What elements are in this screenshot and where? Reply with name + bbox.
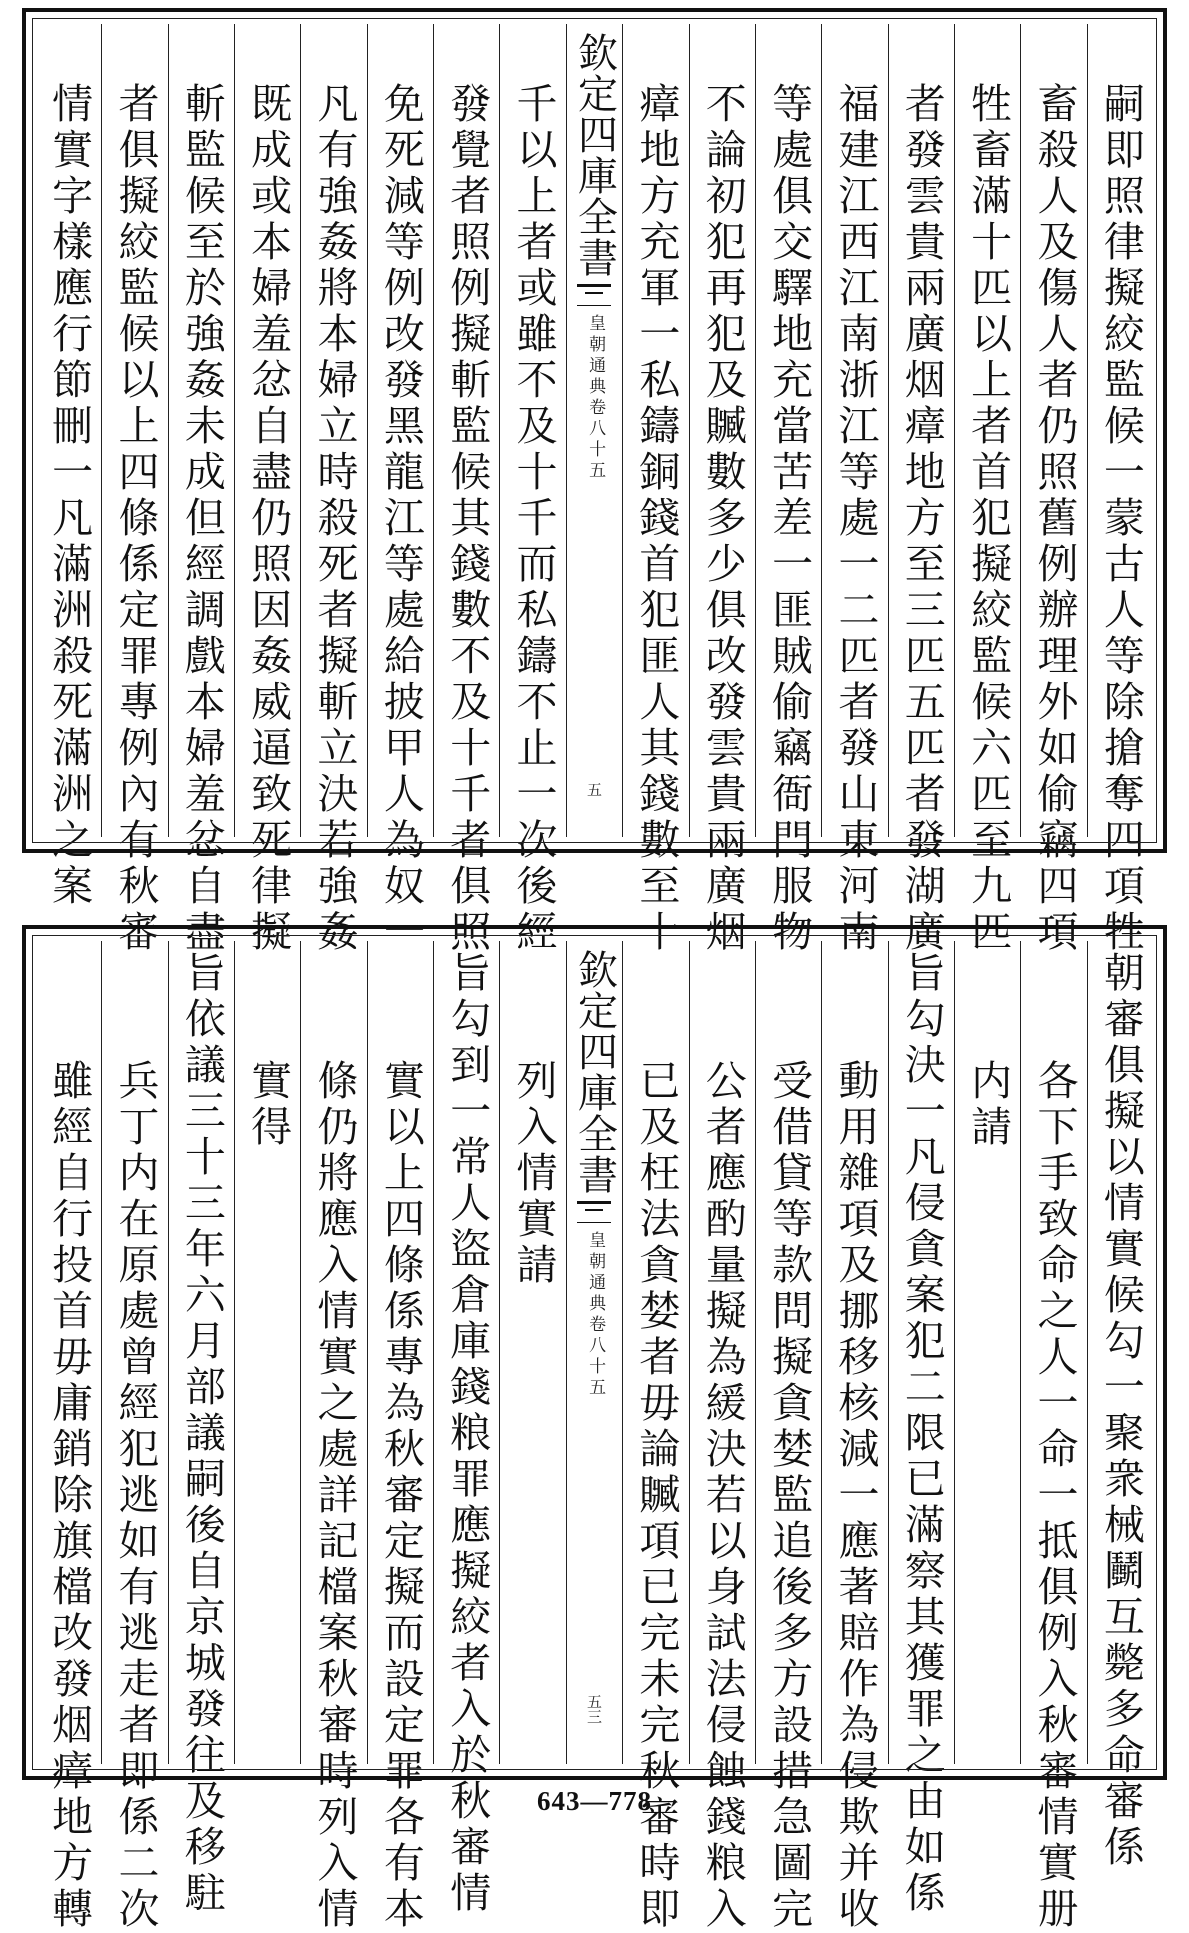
column-text: 動用雜項及挪移核減一應著賠作為侵欺并收 (831, 1059, 880, 1933)
text-column (888, 24, 954, 956)
column-text: 既成或本婦羞忿自盡仍照因姦威逼致死律擬 (244, 82, 293, 956)
column-text: 實以上四條係專為秋審定擬而設定罪各有本 (376, 1059, 425, 1933)
text-column (433, 941, 499, 1917)
column-text: 已及枉法貪婪者毋論贓項已完未完秋審時即 (632, 1059, 681, 1933)
text-column (367, 941, 433, 1933)
column-text: 旨勾到一常人盜倉庫錢粮罪應擬絞者入於秋審情 (443, 951, 492, 1917)
text-column (300, 941, 366, 1933)
upper-page-columns (36, 24, 1153, 956)
text-column (1020, 941, 1086, 1933)
text-column (36, 24, 101, 910)
text-column (821, 24, 887, 956)
text-column (168, 941, 234, 1917)
text-column (234, 941, 300, 1764)
center-gutter (566, 941, 623, 1764)
text-column (888, 941, 954, 1917)
fish-tail-mark (577, 284, 611, 306)
text-column (1020, 24, 1086, 956)
gutter-volume: 卷八十五 (585, 1315, 606, 1399)
text-column (755, 941, 821, 1933)
text-column (499, 941, 565, 1764)
text-column (36, 941, 101, 1933)
text-column (689, 24, 755, 956)
gutter-title: 欽定四庫全書 (571, 32, 618, 278)
column-text: 等處俱交驛地充當苦差一匪賊偷竊衙門服物 (765, 82, 814, 956)
text-column (300, 24, 366, 956)
fish-tail-mark (577, 1201, 611, 1223)
text-column (821, 941, 887, 1933)
upper-page (22, 8, 1167, 956)
column-text: 列入情實請 (509, 1059, 558, 1289)
text-column (954, 941, 1020, 1764)
column-text: 公者應酌量擬為緩決若以身試法侵蝕錢粮入 (698, 1059, 747, 1933)
column-text: 受借貸等款問擬貪婪監追後多方設措急圖完 (765, 1059, 814, 1933)
column-text: 實得 (244, 1059, 293, 1151)
column-text: 免死減等例改發黑龍江等處給披甲人為奴一 (376, 82, 425, 956)
column-text: 旨勾決一凡侵貪案犯二限已滿察其獲罪之由如係 (897, 951, 946, 1917)
gutter-leaf-number: 五三 (584, 1694, 603, 1724)
center-gutter (566, 24, 623, 837)
gutter-leaf-number: 五 (584, 782, 603, 797)
gutter-book-title: 皇朝通典 (585, 314, 606, 398)
text-column (101, 941, 167, 1933)
text-column (1087, 24, 1153, 956)
text-column (433, 24, 499, 956)
gutter-book-title: 皇朝通典 (585, 1231, 606, 1315)
column-text: 千以上者或雖不及十千而私鑄不止一次後經 (509, 82, 558, 956)
text-column (499, 24, 565, 956)
column-text: 條仍將應入情實之處詳記檔案秋審時列入情 (310, 1059, 359, 1933)
column-text: 者發雲貴兩廣烟瘴地方至三匹五匹者發湖廣 (897, 82, 946, 956)
column-text: 凡有強姦將本婦立時殺死者擬斬立決若強姦 (310, 82, 359, 956)
column-text: 斬監候至於強姦未成但經調戲本婦羞忿自盡 (177, 82, 226, 956)
text-column (622, 941, 688, 1933)
text-column (234, 24, 300, 956)
text-column (954, 24, 1020, 956)
gutter-title: 欽定四庫全書 (571, 949, 618, 1195)
column-text: 瘴地方充軍一私鑄銅錢首犯匪人其錢數至十 (632, 82, 681, 956)
text-column (622, 24, 688, 956)
text-column (689, 941, 755, 1933)
text-column (101, 24, 167, 956)
column-text: 各下手致命之人一命一抵俱例入秋審情實册 (1030, 1059, 1079, 1933)
column-text: 兵丁内在原處曾經犯逃如有逃走者即係二次 (111, 1059, 160, 1933)
text-column (755, 24, 821, 956)
column-text: 雖經自行投首毋庸銷除旗檔改發烟瘴地方轉 (45, 1059, 94, 1933)
column-text: 旨依議三十三年六月部議嗣後自京城發往及移駐 (177, 951, 226, 1917)
column-text: 福建江西江南浙江等處一二匹者發山東河南 (831, 82, 880, 956)
column-text: 朝審俱擬以情實候勾一聚衆械鬭互斃多命審係 (1096, 951, 1145, 1871)
text-column (367, 24, 433, 956)
column-text: 内請 (964, 1059, 1013, 1151)
column-text: 嗣即照律擬絞監候一蒙古人等除搶奪四項牲 (1096, 82, 1145, 956)
text-column (168, 24, 234, 956)
column-text: 畜殺人及傷人者仍照舊例辦理外如偷竊四項 (1030, 82, 1079, 956)
page-number: 643—778 (537, 1786, 652, 1816)
text-column (1087, 941, 1153, 1871)
column-text: 不論初犯再犯及贓數多少俱改發雲貴兩廣烟 (698, 82, 747, 956)
column-text: 情實字樣應行節刪一凡滿洲殺死滿洲之案 (45, 82, 94, 910)
column-text: 發覺者照例擬斬監候其錢數不及十千者俱照 (443, 82, 492, 956)
column-text: 者俱擬絞監候以上四條係定罪專例內有秋審 (111, 82, 160, 956)
gutter-volume: 卷八十五 (585, 398, 606, 482)
column-text: 牲畜滿十匹以上者首犯擬絞監候六匹至九匹 (964, 82, 1013, 956)
